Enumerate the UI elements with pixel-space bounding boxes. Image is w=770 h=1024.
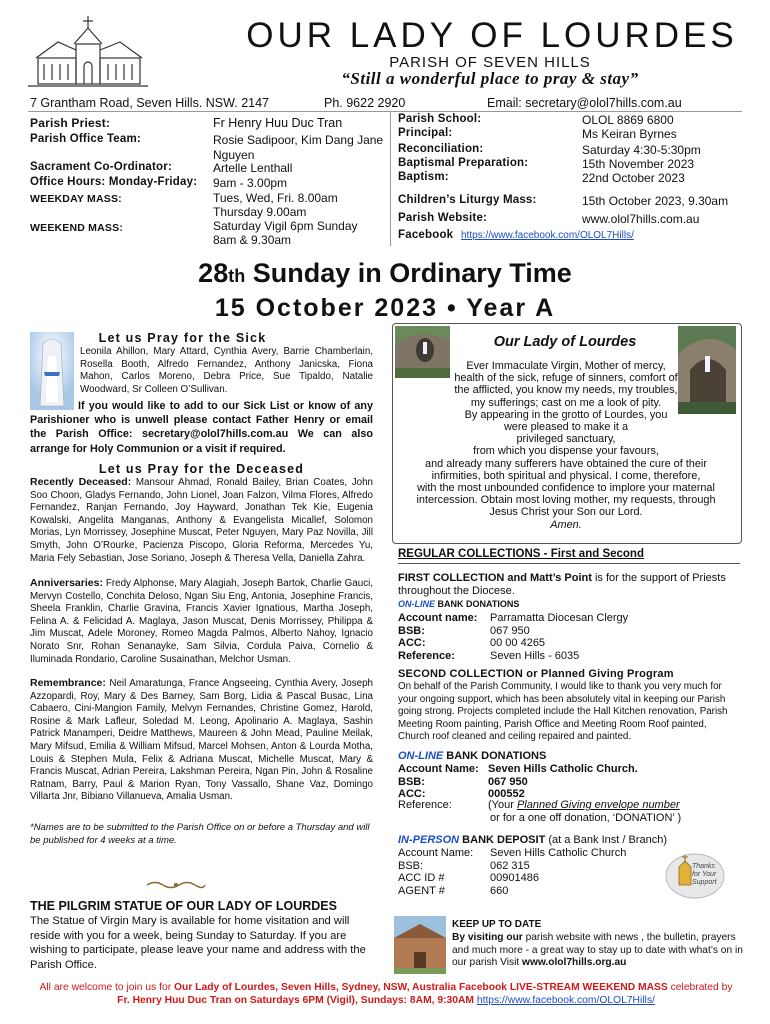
acct-val: 067 950 [488, 775, 528, 788]
pilgrim-body: The Statue of Virgin Mary is available for home visitation and will reside with you for a week, being Sunday to Saturday. If you are wishing to participate, please leave your name and address with the Parish Office. [30, 915, 366, 971]
acct-key: ACC: [398, 637, 426, 650]
collections-heading: REGULAR COLLECTIONS - First and Second [398, 548, 644, 560]
info-label: Children’s Liturgy Mass: [398, 194, 537, 206]
collections-underline [398, 563, 740, 564]
recent-names: Mansour Ahmad, Ronald Bailey, Brian Coates, John Soo Choon, Gladys Fernando, John Lionel, Joan Falzon, Vilma Flores, Alfredo Fernandez, Ranjan Fernando, Joy Hayward, Jonathan Tek Kie, Eugenia Kowalski, Angelita Manganas, Anthony & Evangelista Micallef, Solomon Morias, Lyn Morrissey, Josephine Muscat, Peter Nguyen, Mary Paz Novilla, Jill Smyth, John O’Rourke, Pacienza Piscopo, Gloria Reforma, Mercedes Yu, Maria Fely Sebastian, Jose Soriano, Joseph & Theresa Vella, Daniella Zahra. [30, 477, 374, 564]
parish-subtitle: PARISH OF SEVEN HILLS [389, 54, 591, 71]
info-label: Sacrament Co-Ordinator: [30, 161, 172, 173]
info-value[interactable]: www.olol7hills.com.au [582, 212, 700, 226]
ref-v2: or for a one off donation, ‘DONATION’ ) [490, 811, 682, 824]
acct-val: Seven Hills - 6035 [490, 649, 580, 662]
anniv-label: Anniversaries: [30, 577, 103, 589]
ornament-divider [145, 877, 207, 887]
prayer-line: Ever Immaculate Virgin, Mother of mercy, [466, 360, 666, 372]
inperson-rest: (at a Bank Inst / Branch) [545, 834, 667, 846]
acct-key: Reference: [398, 649, 455, 662]
info-value: Fr Henry Huu Duc Tran [213, 116, 343, 130]
first-text: is for the support of Priests throughout the Diocese. [398, 572, 726, 597]
names-note: *Names are to be submitted to the Parish Office on or before a Thursday and will be published for 4 weeks at a time. [30, 822, 370, 846]
info-label: Parish Website: [398, 212, 488, 224]
footer-p4: Fr. Henry Huu Duc Tran on Saturdays 6PM (Vigil), Sundays: 8AM, 9:30AM [117, 995, 477, 1006]
prayer-line: and already many sufferers have obtained the cure of their [425, 457, 707, 470]
title-rest: Sunday in Ordinary Time [245, 258, 572, 288]
acct-key: BSB: [398, 859, 424, 872]
recently-deceased [30, 476, 373, 565]
recent-label: Recently Deceased: [30, 476, 132, 488]
remem-label: Remembrance: [30, 677, 106, 689]
church-photo [394, 916, 446, 974]
acct-key: Account Name: [398, 847, 474, 859]
reference-line [398, 799, 681, 824]
ref-v1: (Your [488, 799, 517, 811]
info-label: Baptism: [398, 171, 449, 183]
date-line: 15 October 2023 • Year A [214, 294, 556, 322]
facebook-link[interactable]: https://www.facebook.com/OLOL7Hills/ [461, 230, 634, 241]
info-label: Parish School: [398, 113, 482, 125]
page-title [0, 258, 770, 289]
prayer-line: By appearing in the grotto of Lourdes, you [464, 408, 668, 421]
online-rest: BANK DONATIONS [443, 750, 547, 762]
prayer-heading: Our Lady of Lourdes [493, 334, 637, 350]
account-1 [398, 612, 628, 662]
sick-heading: Let us Pray for the Sick [98, 331, 267, 345]
sick-names: Leonila Ahillon, Mary Attard, Cynthia Avery, Barrie Chamberlain, Rosella Booth, Alfredo Fernandez, Anthony Janicska, Fiona Mahon, Carlos Moreno, Debra Price, Sue Tipaldo, Natalie Woodward, Sr Colleen O’Sullivan. [80, 346, 373, 395]
online-rest: BANK DONATIONS [435, 599, 520, 609]
info-value: 22nd October 2023 [582, 171, 685, 185]
online-tag: ON-LINE [398, 750, 444, 762]
title-ordinal: 28 [198, 258, 229, 288]
online-bank-2 [398, 750, 546, 762]
second-collection-text: On behalf of the Parish Community, I would like to thank you very much for your ongoing support, which has been absolutely vital in keeping our Parish going strong. Projects completed include the Hall Kitchen renovation, Parish Meeting Room painting, Parish Office and Meeting Room Roof painted, Church roof cleaned and ceiling repaired and painted. [398, 681, 728, 743]
parish-tagline: “Still a wonderful place to pray & stay” [341, 69, 639, 88]
acct-key: ACC ID # [398, 872, 445, 885]
church-logo [28, 14, 148, 90]
info-value: 15th October 2023, 9.30am [582, 194, 729, 208]
acct-val: 00 00 4265 [490, 637, 546, 650]
prayer-text [398, 360, 734, 531]
info-value: Tues, Wed, Fri. 8.00am Thursday 9.00am [213, 191, 338, 219]
acct-key: BSB: [398, 775, 425, 788]
acct-key: AGENT # [398, 884, 445, 897]
header-phone: Ph. 9622 2920 [324, 96, 406, 110]
info-divider [390, 112, 391, 246]
header-divider [28, 111, 742, 112]
footer-line-2 [16, 995, 756, 1006]
info-label: WEEKDAY MASS: [30, 193, 122, 205]
acct-key: ACC: [398, 788, 426, 801]
prayer-line: my sufferings; cast on me a look of pity. [470, 396, 662, 409]
prayer-line: health of the sick, refuge of sinners, comfort of [454, 372, 678, 385]
info-label: Parish Office Team: [30, 133, 141, 145]
prayer-line: infirmities, both spiritual and physical. I come, therefore, [431, 469, 701, 482]
keepup-body [452, 932, 744, 970]
keepup-bold: By visiting our [452, 932, 523, 943]
prayer-line: with the most unbounded confidence to implore your maternal [417, 482, 715, 495]
anniversaries [30, 577, 373, 666]
first-label: FIRST COLLECTION and Matt’s Point [398, 572, 592, 584]
info-value: Saturday Vigil 6pm Sunday 8am & 9.30am [213, 219, 358, 247]
prayer-line: from which you dispense your favours, [473, 445, 659, 458]
prayer-line: were pleased to make it a [503, 421, 629, 434]
parish-title: OUR LADY OF LOURDES [246, 16, 738, 55]
ref-key: Reference: [398, 799, 452, 811]
prayer-line: privileged sanctuary, [516, 433, 616, 446]
info-label: Principal: [398, 127, 453, 139]
footer-p2: Our Lady of Lourdes, Seven Hills, Sydney, NSW, Australia Facebook LIVE-STREAM WEEKEND MASS [174, 982, 668, 993]
thanks-badge [665, 853, 725, 899]
online-bank-1 [398, 599, 519, 609]
info-label: Office Hours: Monday-Friday: [30, 176, 198, 188]
account-3 [398, 847, 626, 897]
prayer-amen: Amen. [550, 518, 582, 531]
account-2 [398, 763, 638, 801]
acct-key: Account name: [398, 612, 478, 624]
keepup-site[interactable]: www.olol7hills.org.au [522, 957, 627, 969]
pilgrim-heading: THE PILGRIM STATUE OF OUR LADY OF LOURDES [30, 899, 337, 913]
keepup-text: parish website with news , the bulletin, prayers and much more - a great way to stay up to date with what’s on in our parish Visit [452, 932, 743, 969]
sick-notice: If you would like to add to our Sick List or know of any Parishioner who is unwell please contact Father Henry or email the Parish Office: secretary@olol7hills.com.au We can also arrange for Holy Communion or a visit if required. [30, 400, 373, 455]
remembrance [30, 677, 373, 804]
title-ordinal-suffix: th [228, 266, 246, 286]
acct-val: 660 [490, 884, 509, 897]
acct-val: 067 950 [490, 624, 530, 637]
thanks-badge-text: Thanks for Your Support [692, 863, 717, 886]
acct-val: 000552 [488, 788, 525, 801]
inperson-tag: IN-PERSON [398, 834, 460, 846]
ref-underlined: Planned Giving envelope number [516, 799, 680, 811]
info-value: 15th November 2023 [582, 157, 695, 171]
anniv-names: Fredy Alphonse, Mary Alagiah, Joseph Bartok, Charlie Gauci, Mervyn Costello, Conchita Deloso, Ngan Siu Eng, Antonia, Josephine Francis, Sheela Franklin, Charlie Gravina, Francis Xavier Ignatious, Martha Joseph, Felina A. & Felicidad A. Maglaya, Jason Muscat, Denis Morrissey, Philippa & Jim Muscat, Adele Moroney, Romeo Magda Palmos, Alberto Nahoy, Ignacio Norato Snr, Rohan Senanayke, Sam Silvia, Cordula Paiva, Cornelio & Iluminada Rondario, Caroline Susainathan, Melchor Usman. [30, 578, 373, 665]
remem-names: Neil Amaratunga, France Angseeing, Cynthia Avery, Joseph Azzopardi, Roy, Mary & Des Barney, Sam Borg, Lidia & Pascal Busac, Lina Cabaero, Cini-Mangion Family, Melvyn Fernandes, Christine Gomez, Harold, Rosine & Mark Lafleur, Soledad M. Leong, Apolinario A. Maglaya, Sashin Patrick Manamperi, Deidre Matthews, Maureen & John Mead, Pauline Meilak, Mary Mifsud, Emilia & William Mifsud, Marcel Mohsen, Anton & Lourda Motha, Louis & Stephen Mula, Felix & Adriana Muscat, Michelle Muscat, Mary & Francis Muscat, Adrian Pereira, Lakshman Pereira, Ngan Pin, John & Rosaline Ratnam, Barry, Paul & Marion Ryan, Tony Vassallo, Shane Vaz, Domingo Villarta Jnr, Bibiano Villanueva, Amalia Usman. [30, 678, 373, 803]
second-collection-heading: SECOND COLLECTION or Planned Giving Program [398, 668, 674, 680]
prayer-line: the afflicted, you know my needs, my troubles, [454, 384, 678, 397]
footer-p3: celebrated by [667, 982, 733, 993]
info-label: WEEKEND MASS: [30, 222, 124, 234]
footer-p1: All are welcome to join us for [39, 982, 175, 993]
header-address: 7 Grantham Road, Seven Hills. NSW. 2147 [30, 96, 270, 110]
info-label: Parish Priest: [30, 116, 111, 130]
info-value: Saturday 4:30-5:30pm [582, 143, 701, 157]
info-label: Baptismal Preparation: [398, 157, 529, 169]
info-value: 9am - 3.00pm [213, 176, 288, 190]
acct-val: 062 315 [490, 859, 530, 872]
info-label: Reconciliation: [398, 143, 484, 155]
info-value: OLOL 8869 6800 [582, 113, 674, 127]
prayer-line: intercession. Obtain most loving mother, my requests, through [416, 494, 716, 507]
acct-key: Account Name: [398, 763, 479, 775]
footer-line-1 [16, 982, 756, 993]
facebook-label: Facebook [398, 229, 454, 241]
inperson-deposit [398, 834, 667, 846]
info-value: Artelle Lenthall [213, 161, 293, 175]
acct-key: BSB: [398, 624, 425, 637]
first-collection [398, 572, 740, 598]
acct-val: 00901486 [490, 872, 539, 885]
online-tag: ON-LINE [398, 599, 435, 609]
acct-val: Seven Hills Catholic Church [490, 847, 627, 859]
info-value: Rosie Sadipoor, Kim Dang Jane Nguyen [213, 133, 384, 162]
header-email: Email: secretary@olol7hills.com.au [487, 96, 682, 110]
keepup-heading: KEEP UP TO DATE [452, 919, 542, 930]
deceased-heading: Let us Pray for the Deceased [98, 462, 305, 476]
acct-val: Seven Hills Catholic Church. [488, 763, 638, 775]
prayer-line: Jesus Christ your Son our Lord. [489, 506, 643, 519]
inperson-bold: BANK DEPOSIT [459, 834, 546, 846]
acct-val: Parramatta Diocesan Clergy [490, 612, 629, 624]
footer-facebook-link[interactable]: https://www.facebook.com/OLOL7Hills/ [476, 995, 655, 1006]
info-value: Ms Keiran Byrnes [582, 127, 677, 141]
